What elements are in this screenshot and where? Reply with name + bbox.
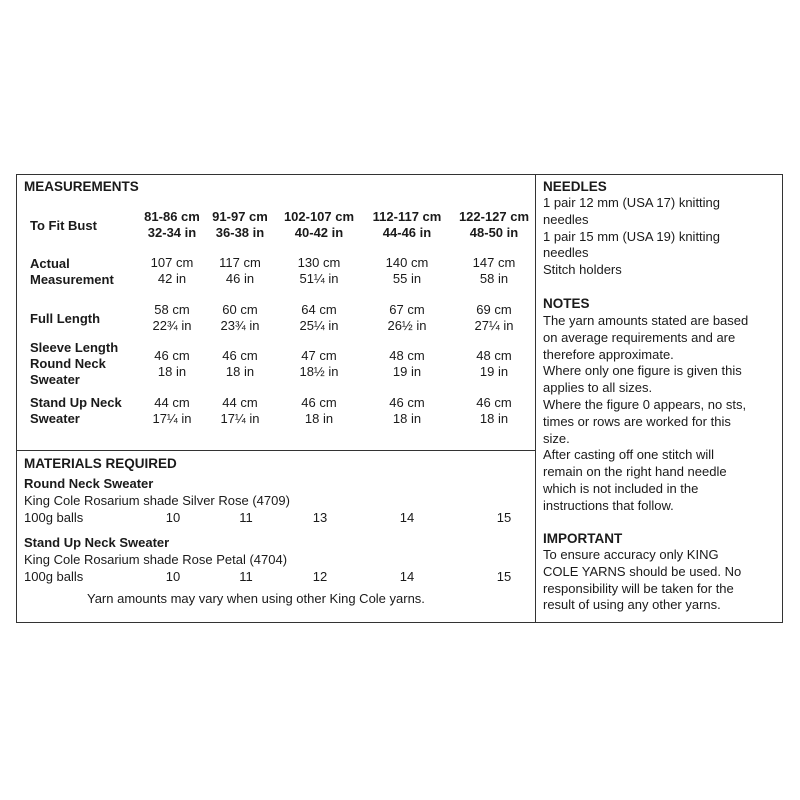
cell-cm: 69 cm	[476, 302, 512, 317]
cell-cm: 64 cm	[301, 302, 337, 317]
cell	[364, 395, 450, 427]
cell	[451, 395, 537, 427]
cell	[276, 255, 362, 287]
cell	[276, 348, 362, 380]
notes-line: times or rows are worked for this	[543, 413, 731, 429]
notes-line: on average requirements and are	[543, 329, 736, 345]
cell	[135, 255, 209, 287]
cell	[364, 348, 450, 380]
cell-cm: 44 cm	[154, 395, 190, 410]
cell-in: 18 in	[157, 364, 187, 379]
row-label-line: Sleeve Length	[30, 340, 119, 355]
cell	[208, 302, 272, 334]
size-header-3	[276, 209, 362, 241]
material-qty: 13	[312, 510, 328, 525]
cell	[276, 302, 362, 334]
notes-line: Where the figure 0 appears, no sts,	[543, 396, 747, 412]
cell	[364, 302, 450, 334]
important-line: responsibility will be taken for the	[543, 580, 734, 596]
needles-list	[543, 195, 778, 279]
material-qty: 12	[312, 569, 328, 584]
cell-cm: 44 cm	[222, 395, 258, 410]
important-title: IMPORTANT	[543, 531, 623, 546]
cell-in: 18½ in	[299, 364, 339, 379]
row-label-line: Full Length	[30, 311, 101, 326]
cell-cm: 140 cm	[385, 255, 429, 270]
needles-line: needles	[543, 245, 589, 261]
row-label-line: Actual	[30, 256, 70, 271]
cell	[135, 302, 209, 334]
size-3-in: 40-42 in	[294, 225, 344, 240]
cell-in: 18 in	[479, 411, 509, 426]
row-label-line: Stand Up Neck	[30, 395, 122, 410]
notes-title: NOTES	[543, 296, 590, 311]
size-header-5	[451, 209, 537, 241]
material-yarn: King Cole Rosarium shade Silver Rose (4709)	[24, 493, 290, 508]
cell-in: 46 in	[225, 271, 255, 286]
material-qty: 11	[239, 569, 253, 584]
size-5-cm: 122-127 cm	[458, 209, 530, 224]
cell-cm: 67 cm	[389, 302, 425, 317]
cell	[276, 395, 362, 427]
cell-cm: 46 cm	[301, 395, 337, 410]
size-1-in: 32-34 in	[147, 225, 197, 240]
notes-line: The yarn amounts stated are based	[543, 313, 749, 328]
size-2-cm: 91-97 cm	[212, 209, 268, 224]
cell-in: 55 in	[392, 271, 422, 286]
cell-in: 23¾ in	[220, 318, 260, 333]
notes-line: After casting off one stitch will	[543, 447, 715, 463]
notes-line: instructions that follow.	[543, 497, 674, 513]
cell-in: 17¼ in	[220, 411, 260, 426]
cell-in: 42 in	[157, 271, 187, 286]
cell-cm: 47 cm	[301, 348, 337, 363]
size-2-in: 36-38 in	[215, 225, 265, 240]
cell	[208, 255, 272, 287]
cell	[451, 255, 537, 287]
section-divider	[16, 450, 536, 451]
cell-cm: 48 cm	[476, 348, 512, 363]
cell-cm: 46 cm	[222, 348, 258, 363]
cell-in: 58 in	[479, 271, 509, 286]
material-qty: 15	[496, 510, 512, 525]
cell	[451, 302, 537, 334]
material-unit: 100g balls	[24, 569, 84, 584]
material-qty: 10	[165, 569, 181, 584]
row-label-line: Sweater	[30, 411, 80, 426]
size-header-2	[208, 209, 272, 241]
notes-line: size.	[543, 430, 570, 446]
yarn-note: Yarn amounts may vary when using other King Cole yarns.	[87, 591, 425, 606]
material-unit: 100g balls	[24, 510, 84, 525]
row-label-stand-up-neck	[30, 395, 122, 427]
cell-cm: 60 cm	[222, 302, 258, 317]
notes-line: which is not included in the	[543, 480, 699, 496]
materials-title: MATERIALS REQUIRED	[24, 456, 177, 471]
measurements-title: MEASUREMENTS	[24, 179, 139, 194]
needles-line: needles	[543, 211, 589, 227]
cell	[364, 255, 450, 287]
cell-in: 19 in	[479, 364, 509, 379]
cell-cm: 46 cm	[389, 395, 425, 410]
important-line: To ensure accuracy only KING	[543, 547, 719, 562]
material-qty: 15	[496, 569, 512, 584]
cell-in: 22¾ in	[152, 318, 192, 333]
important-line: COLE YARNS should be used. No	[543, 563, 742, 579]
cell-cm: 48 cm	[389, 348, 425, 363]
material-qty: 11	[239, 510, 253, 525]
cell-in: 27¼ in	[474, 318, 514, 333]
cell-in: 51¼ in	[299, 271, 339, 286]
cell-cm: 58 cm	[154, 302, 190, 317]
material-qty: 14	[399, 510, 415, 525]
cell	[208, 395, 272, 427]
size-4-cm: 112-117 cm	[372, 209, 442, 224]
notes-line: Where only one figure is given this	[543, 363, 742, 379]
row-label-line: Measurement	[30, 272, 114, 287]
cell	[135, 395, 209, 427]
bust-label: To Fit Bust	[30, 218, 97, 233]
cell-in: 17¼ in	[152, 411, 192, 426]
row-label-full-length	[30, 311, 100, 327]
material-qty: 14	[399, 569, 415, 584]
needles-line: 1 pair 15 mm (USA 19) knitting	[543, 228, 721, 244]
important-text	[543, 547, 778, 614]
cell-cm: 130 cm	[297, 255, 341, 270]
size-4-in: 44-46 in	[382, 225, 432, 240]
size-header-1	[135, 209, 209, 241]
needles-title: NEEDLES	[543, 179, 607, 194]
cell-in: 18 in	[392, 411, 422, 426]
material-qty: 10	[165, 510, 181, 525]
cell-in: 25¼ in	[299, 318, 339, 333]
material-yarn: King Cole Rosarium shade Rose Petal (4704)	[24, 552, 288, 567]
size-header-4	[364, 209, 450, 241]
cell-cm: 117 cm	[219, 255, 261, 270]
size-1-cm: 81-86 cm	[144, 209, 200, 224]
row-label-line: Round Neck	[30, 356, 106, 371]
important-line: result of using any other yarns.	[543, 597, 721, 613]
cell-cm: 107 cm	[150, 255, 194, 270]
row-label-sleeve-length	[30, 340, 118, 388]
size-3-cm: 102-107 cm	[283, 209, 355, 224]
needles-line: Stitch holders	[543, 262, 622, 278]
cell-in: 18 in	[304, 411, 334, 426]
cell-cm: 46 cm	[154, 348, 190, 363]
cell-in: 19 in	[392, 364, 422, 379]
cell	[208, 348, 272, 380]
cell	[135, 348, 209, 380]
cell	[451, 348, 537, 380]
size-5-in: 48-50 in	[469, 225, 519, 240]
cell-cm: 147 cm	[472, 255, 516, 270]
row-label-actual	[30, 256, 114, 288]
cell-in: 26½ in	[387, 318, 427, 333]
needles-line: 1 pair 12 mm (USA 17) knitting	[543, 195, 721, 210]
cell-cm: 46 cm	[476, 395, 512, 410]
cell-in: 18 in	[225, 364, 255, 379]
material-name: Stand Up Neck Sweater	[24, 535, 170, 550]
notes-line: therefore approximate.	[543, 346, 674, 362]
notes-line: applies to all sizes.	[543, 380, 653, 396]
row-label-line: Sweater	[30, 372, 80, 387]
notes-text	[543, 313, 778, 515]
notes-line: remain on the right hand needle	[543, 464, 727, 480]
material-name: Round Neck Sweater	[24, 476, 154, 491]
